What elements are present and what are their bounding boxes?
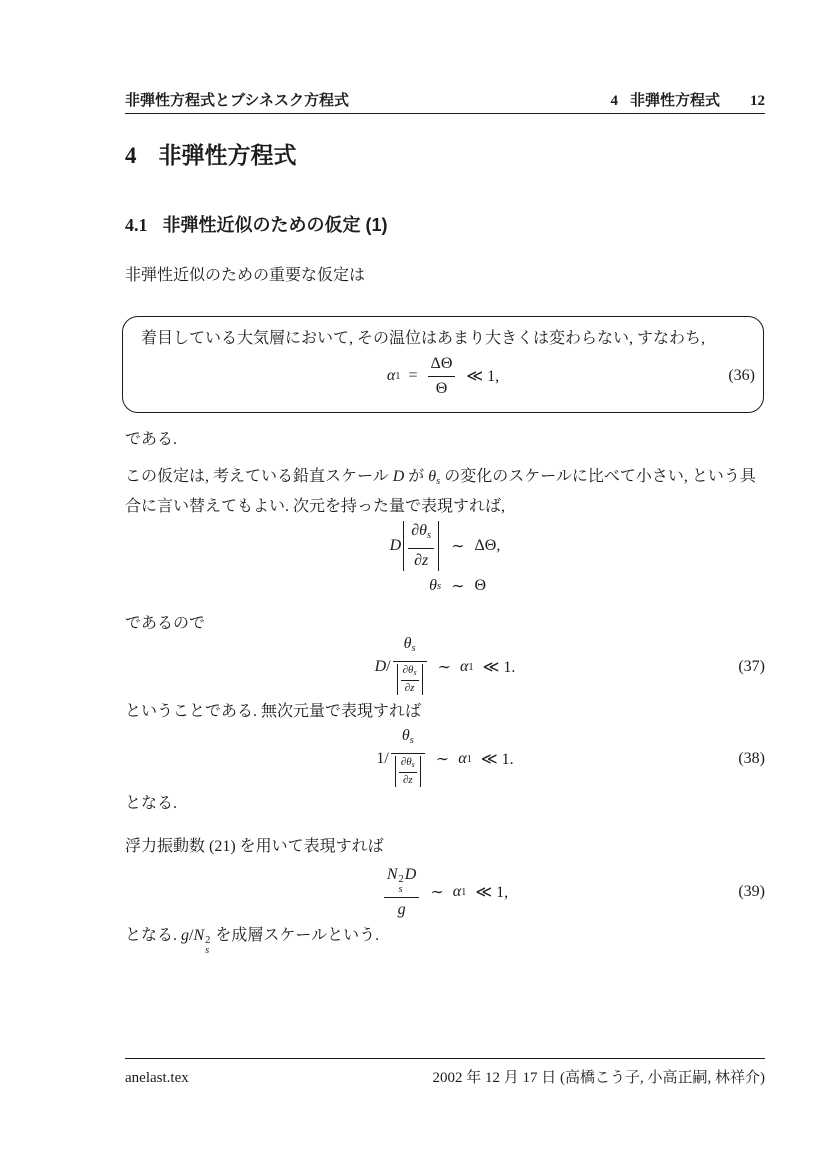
tilde-operator: ∼	[437, 659, 451, 676]
eqarray-row2-rhs: Θ	[474, 577, 487, 594]
header-section-title: 非弾性方程式	[629, 92, 720, 109]
theta-subscript: s	[426, 530, 432, 541]
N-superscript: 2	[205, 935, 211, 946]
header-right	[610, 89, 765, 110]
paragraph-stratification	[125, 923, 765, 956]
abs-bar	[422, 664, 423, 695]
fraction-denominator	[391, 756, 425, 793]
partial-z: ∂z	[402, 773, 413, 786]
section-title: 非弾性方程式	[158, 142, 297, 168]
assumption-text: 着目している大気層において, その温位はあまり大きくは変わらない, すなわち,	[141, 330, 706, 347]
eqarray-row1-lhs	[390, 521, 441, 571]
variable-theta: θ	[401, 726, 410, 744]
subsection-heading	[125, 213, 765, 237]
header-rule	[125, 113, 765, 114]
paragraph-tonaru: となる.	[125, 795, 178, 812]
theta-subscript: s	[409, 734, 414, 746]
page-number: 12	[750, 93, 765, 109]
equation-array-grid	[390, 521, 501, 596]
variable-g: g	[397, 900, 406, 918]
header-title-left: 非弾性方程式とブシネスク方程式	[125, 92, 349, 109]
fraction-numerator	[401, 664, 419, 679]
variable-D: D	[392, 468, 405, 485]
page-footer	[125, 1066, 765, 1087]
numeral-one: 1	[376, 750, 385, 767]
fraction-bar	[408, 548, 434, 549]
fraction	[393, 634, 427, 701]
partial-theta: ∂θ	[402, 663, 414, 676]
tilde-operator: ∼	[430, 884, 444, 901]
equation-38	[125, 726, 765, 786]
paragraph-dearu: である.	[125, 431, 178, 448]
alpha-symbol: α	[459, 658, 469, 675]
sup-sub-stack	[399, 875, 404, 895]
paragraph-scale	[125, 464, 765, 519]
abs-bar	[420, 756, 421, 787]
absolute-value	[397, 664, 423, 695]
partial-z: ∂z	[414, 552, 429, 569]
alpha-symbol: α	[386, 367, 396, 384]
variable-N: N	[193, 927, 205, 944]
theta-subscript: s	[436, 580, 442, 592]
alpha-subscript: 1	[468, 661, 474, 673]
equation-label-39: (39)	[738, 883, 765, 900]
fraction-bar	[428, 376, 456, 377]
much-less-than-one: ≪ 1,	[475, 884, 509, 901]
paragraph-mujigen: ということである. 無次元量で表現すれば	[125, 703, 422, 720]
small-fraction	[399, 756, 417, 787]
fraction-denominator: Θ	[435, 379, 448, 397]
assumption-box	[122, 316, 764, 413]
much-less-than-one: ≪ 1,	[466, 368, 500, 385]
text-run: を成層スケールという.	[211, 927, 380, 944]
fraction-numerator	[399, 726, 417, 751]
slash: /	[384, 750, 389, 767]
sup-sub-stack	[205, 936, 210, 956]
variable-D: D	[389, 537, 402, 554]
fraction-bar	[393, 661, 427, 662]
text-run: この仮定は, 考えている鉛直スケール	[125, 468, 393, 485]
fraction-bar	[401, 680, 419, 681]
abs-bar	[403, 521, 404, 571]
equation-38-body	[376, 726, 513, 793]
footer-filename: anelast.tex	[125, 1070, 189, 1086]
footer-date-authors: 2002 年 12 月 17 日 (高橋こう子, 小高正嗣, 林祥介)	[432, 1070, 765, 1086]
variable-D: D	[404, 865, 417, 883]
subsection-title: 非弾性近似のための仮定 (1)	[162, 215, 388, 235]
variable-theta: θ	[403, 634, 412, 652]
alpha-symbol: α	[452, 883, 462, 900]
text-run: が	[404, 468, 429, 485]
slash: /	[189, 927, 194, 944]
variable-D: D	[374, 658, 387, 675]
variable-theta: θ	[428, 468, 437, 485]
slash: /	[386, 658, 391, 675]
paragraph-dearunode: であるので	[125, 615, 206, 632]
fraction-numerator: ΔΘ	[430, 354, 453, 372]
equation-39	[125, 865, 765, 918]
equation-37-body	[375, 634, 516, 701]
small-fraction	[401, 664, 419, 695]
variable-N: N	[386, 865, 398, 883]
footer-rule	[125, 1058, 765, 1059]
abs-bar	[438, 521, 439, 571]
equation-label-36: (36)	[728, 367, 755, 384]
fraction	[391, 726, 425, 793]
absolute-value	[403, 521, 439, 571]
equation-36-body	[387, 354, 499, 399]
fraction	[384, 865, 419, 920]
paragraph-intro: 非弾性近似のための重要な仮定は	[125, 267, 366, 284]
fraction	[408, 521, 434, 571]
subsection-number: 4.1	[125, 215, 148, 235]
equation-array	[125, 521, 765, 596]
N-subscript: s	[398, 883, 403, 895]
partial-theta: ∂θ	[411, 522, 427, 539]
fraction-numerator	[408, 521, 434, 546]
header-section-number: 4	[610, 93, 618, 109]
text-run: となる.	[125, 927, 182, 944]
theta-subscript: s	[413, 667, 417, 677]
equals-sign: =	[408, 367, 418, 384]
fraction-numerator	[401, 634, 419, 659]
fraction-bar	[399, 772, 417, 773]
section-number: 4	[125, 143, 137, 168]
alpha-subscript: 1	[466, 753, 472, 765]
partial-theta: ∂θ	[400, 755, 412, 768]
variable-g: g	[181, 927, 190, 944]
equation-36	[123, 352, 763, 400]
text-run: の変化のスケールに比べて小さい, という具合に言い替えてもよい. 次元を持った量で表現すれば,	[125, 468, 756, 515]
abs-bar	[397, 664, 398, 695]
tilde-operator: ∼	[435, 751, 450, 768]
section-heading	[125, 141, 765, 170]
much-less-than-one: ≪ 1.	[482, 659, 516, 676]
absolute-value	[395, 756, 421, 787]
fraction-bar	[384, 897, 419, 898]
equation-label-38: (38)	[738, 750, 765, 767]
alpha-subscript: 1	[461, 886, 467, 898]
tilde-operator: ∼	[451, 578, 465, 595]
fraction-bar	[391, 753, 425, 754]
partial-z: ∂z	[404, 681, 415, 694]
alpha-symbol: α	[458, 750, 467, 767]
tilde-operator: ∼	[451, 538, 465, 555]
alpha-subscript: 1	[395, 370, 401, 382]
fraction-numerator	[399, 756, 417, 771]
equation-39-body	[382, 865, 508, 920]
N-superscript: 2	[398, 873, 404, 885]
equation-37	[125, 634, 765, 694]
variable-theta: θ	[429, 577, 437, 594]
eqarray-row2-lhs	[429, 577, 441, 595]
fraction	[428, 354, 456, 399]
theta-subscript: s	[411, 759, 415, 769]
theta-subscript: s	[436, 476, 441, 487]
fraction-numerator	[384, 865, 419, 895]
N-subscript: s	[205, 945, 210, 956]
page-header	[125, 89, 765, 110]
paragraph-buoyancy: 浮力振動数 (21) を用いて表現すれば	[125, 838, 384, 855]
equation-label-37: (37)	[738, 658, 765, 675]
much-less-than-one: ≪ 1.	[480, 751, 514, 768]
theta-subscript: s	[411, 642, 416, 654]
eqarray-row1-rhs: ΔΘ,	[474, 537, 501, 554]
abs-bar	[395, 756, 396, 787]
fraction-denominator	[393, 664, 427, 701]
